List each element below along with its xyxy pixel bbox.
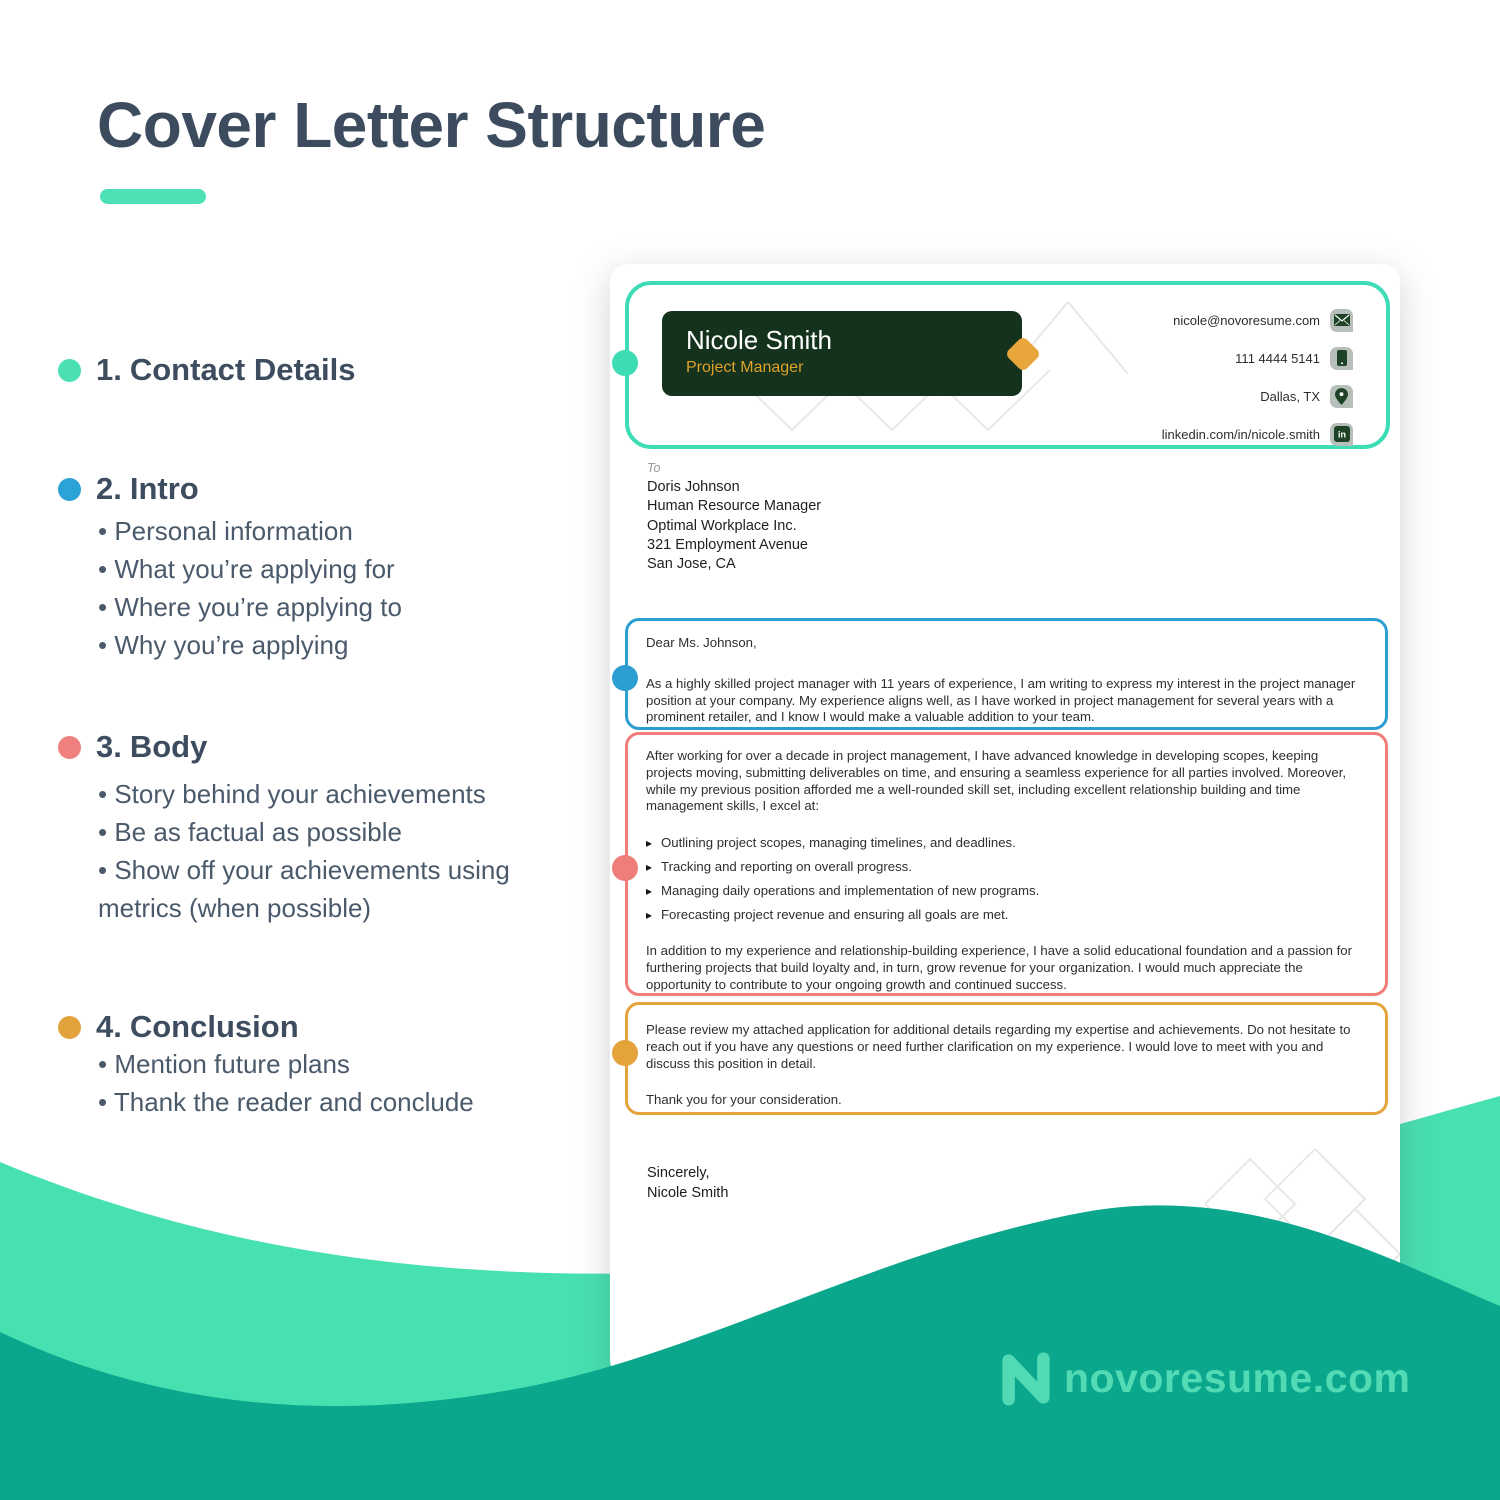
body-paragraph-2: In addition to my experience and relationship-building experience, I have a solid educational foundation and a passion for furthering projects that build loyalty and, in turn, grow revenue for your organization. I would much appreciate the opportunity to contribute to your ongoing growth and continued success. bbox=[646, 943, 1353, 992]
list-item: • Be as factual as possible bbox=[98, 813, 576, 851]
skill-item: ▸ Tracking and reporting on overall progress. bbox=[646, 859, 1365, 876]
salutation: Dear Ms. Johnson, bbox=[646, 635, 757, 650]
svg-text:in: in bbox=[1337, 429, 1346, 440]
list-item: • Show off your achievements using metrics (when possible) bbox=[98, 851, 576, 927]
section-heading: 3. Body bbox=[96, 729, 208, 764]
location-value: Dallas, TX bbox=[1260, 388, 1320, 404]
email-value: nicole@novoresume.com bbox=[1173, 312, 1320, 328]
thanks-line: Thank you for your consideration. bbox=[646, 1092, 842, 1108]
novoresume-n-icon bbox=[998, 1350, 1054, 1406]
recipient-name: Doris Johnson bbox=[647, 479, 740, 495]
candidate-job-title: Project Manager bbox=[686, 359, 804, 376]
brand-logo bbox=[998, 1350, 1411, 1406]
phone-value: 111 4444 5141 bbox=[1235, 350, 1320, 366]
recipient-label: To bbox=[647, 461, 661, 475]
body-paragraph-1: After working for over a decade in project management, I have advanced knowledge in developing scopes, keeping projects moving, submitting deliverables on time, and ensuring a seamless experience for all parties involved. Moreover, while my previous position afforded me a well-rounded skill set, including excellent relationship building and time management skills, I excel at: bbox=[646, 748, 1347, 814]
list-item: • What you’re applying for bbox=[98, 550, 576, 588]
section-heading: 1. Contact Details bbox=[96, 352, 356, 387]
intro-paragraph: As a highly skilled project manager with 11 years of experience, I am writing to express my interest in the project manager position at your company. My experience aligns well, as I have worked in project management for several years with a prominent retailer, and I know I would make a valuable addition to your team. bbox=[646, 675, 1356, 725]
recipient-city: San Jose, CA bbox=[647, 556, 736, 573]
page-title: Cover Letter Structure bbox=[97, 89, 766, 161]
skill-item: ▸ Outlining project scopes, managing timelines, and deadlines. bbox=[646, 835, 1365, 852]
list-item: • Story behind your achievements bbox=[98, 775, 576, 813]
recipient-street: 321 Employment Avenue bbox=[647, 536, 808, 553]
brand-logo-text: novoresume.com bbox=[1064, 1354, 1411, 1401]
signoff-name: Nicole Smith bbox=[647, 1185, 729, 1201]
signoff-closing: Sincerely, bbox=[647, 1165, 710, 1181]
list-item: • Personal information bbox=[98, 512, 576, 550]
section-heading: 4. Conclusion bbox=[96, 1009, 299, 1044]
linkedin-value: linkedin.com/in/nicole.smith bbox=[1161, 426, 1320, 442]
candidate-name: Nicole Smith bbox=[686, 325, 832, 355]
skill-item: ▸ Managing daily operations and implementation of new programs. bbox=[646, 883, 1365, 900]
section-heading: 2. Intro bbox=[96, 471, 199, 506]
conclusion-paragraph: Please review my attached application for additional details regarding my expertise and achievements. Do not hesitate to reach out if you have any questions or need further clarification on my experience. I would love to meet with you and discuss this position in detail. bbox=[646, 1022, 1351, 1071]
recipient-title: Human Resource Manager bbox=[647, 498, 822, 515]
list-item: • Mention future plans bbox=[98, 1045, 576, 1083]
skill-item: ▸ Forecasting project revenue and ensuring all goals are met. bbox=[646, 907, 1365, 924]
list-item: • Thank the reader and conclude bbox=[98, 1083, 576, 1121]
list-item: • Why you’re applying bbox=[98, 626, 576, 664]
recipient-company: Optimal Workplace Inc. bbox=[647, 517, 797, 534]
list-item: • Where you’re applying to bbox=[98, 588, 576, 626]
